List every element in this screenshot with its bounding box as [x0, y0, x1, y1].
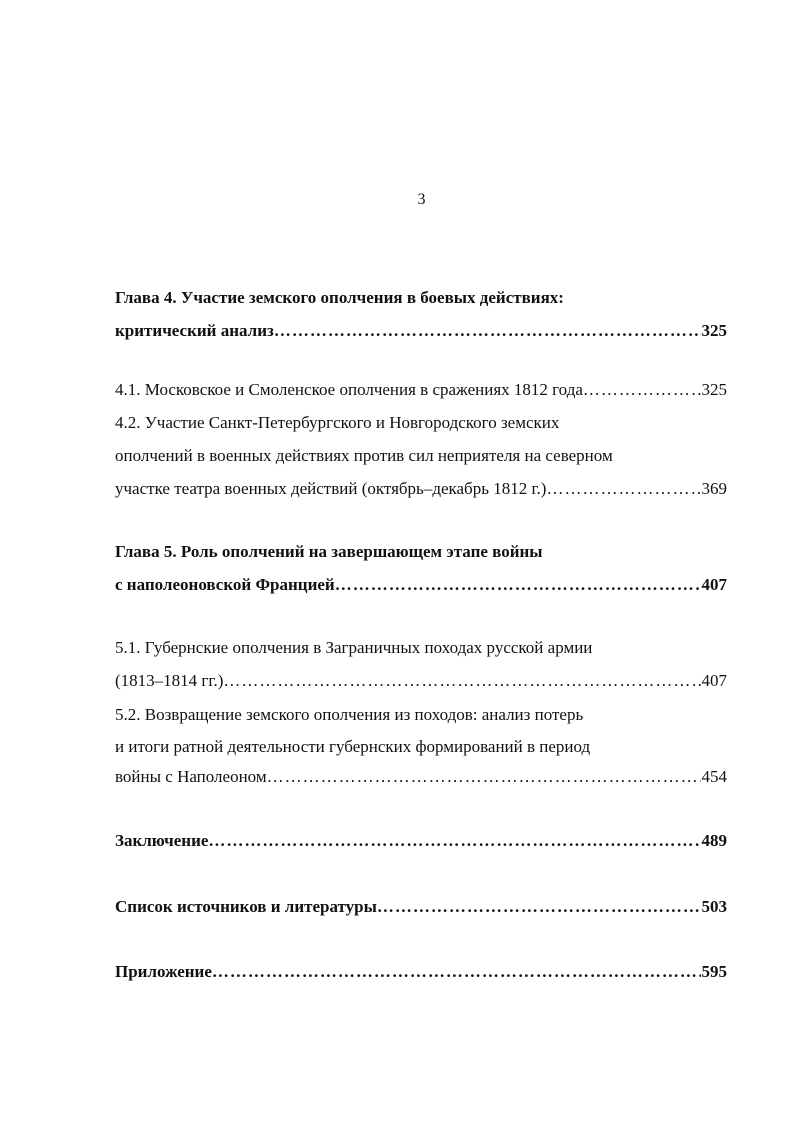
toc-section-4-2-line1: 4.2. Участие Санкт-Петербургского и Новгородского земских	[115, 413, 560, 432]
toc-chapter-4-title-text: критический анализ	[115, 321, 274, 340]
dot-leader	[212, 961, 701, 983]
toc-section-5-1-text: (1813–1814 гг.)	[115, 671, 224, 690]
toc-chapter-5-title-line1: Глава 5. Роль ополчений на завершающем этапе войны	[115, 542, 543, 561]
toc-sources	[115, 896, 727, 918]
dot-leader	[274, 320, 701, 342]
toc-section-4-1-page: 325	[701, 380, 727, 399]
toc-appendix-page: 595	[701, 962, 727, 981]
toc-section-4-2-text: участке театра военных действий (октябрь–декабрь 1812 г.)	[115, 479, 547, 498]
toc-section-4-2-line3	[115, 478, 727, 500]
toc-section-5-2-text: войны с Наполеоном	[115, 767, 267, 786]
toc-chapter-4-title-line2	[115, 320, 727, 342]
dot-leader	[208, 830, 700, 852]
toc-chapter-4-page: 325	[701, 321, 727, 340]
toc-section-5-2-page: 454	[701, 767, 727, 786]
toc-section-5-1-line2	[115, 670, 727, 692]
dot-leader	[223, 670, 700, 692]
dot-leader	[546, 478, 700, 500]
dot-leader	[583, 379, 701, 401]
toc-section-5-1-line1: 5.1. Губернские ополчения в Заграничных походах русской армии	[115, 638, 593, 657]
page-number: 3	[417, 191, 426, 208]
toc-section-5-2-line2: и итоги ратной деятельности губернских формирований в период	[115, 737, 591, 756]
toc-sources-text: Список источников и литературы	[115, 897, 377, 916]
toc-section-4-2-page: 369	[701, 479, 727, 498]
toc-section-4-1-text: 4.1. Московское и Смоленское ополчения в сражениях 1812 года	[115, 380, 583, 399]
toc-sources-page: 503	[701, 897, 727, 916]
toc-section-5-1-page: 407	[701, 671, 727, 690]
toc-appendix-text: Приложение	[115, 962, 212, 981]
toc-chapter-5-title-line2	[115, 574, 727, 596]
toc-section-5-2-line1: 5.2. Возвращение земского ополчения из походов: анализ потерь	[115, 705, 584, 724]
toc-section-4-2-line2: ополчений в военных действиях против сил неприятеля на северном	[115, 446, 613, 465]
toc-conclusion-page: 489	[701, 831, 727, 850]
toc-conclusion	[115, 830, 727, 852]
toc-section-5-2-line3	[115, 766, 727, 788]
toc-conclusion-text: Заключение	[115, 831, 209, 850]
toc-appendix	[115, 961, 727, 983]
toc-section-4-1-line1	[115, 379, 727, 401]
toc-chapter-5-page: 407	[701, 575, 727, 594]
dot-leader	[335, 574, 701, 596]
dot-leader	[267, 766, 701, 788]
toc-chapter-5-title-text: с наполеоновской Францией	[115, 575, 335, 594]
toc-chapter-4-title-line1: Глава 4. Участие земского ополчения в боевых действиях:	[115, 288, 564, 307]
dot-leader	[377, 896, 701, 918]
